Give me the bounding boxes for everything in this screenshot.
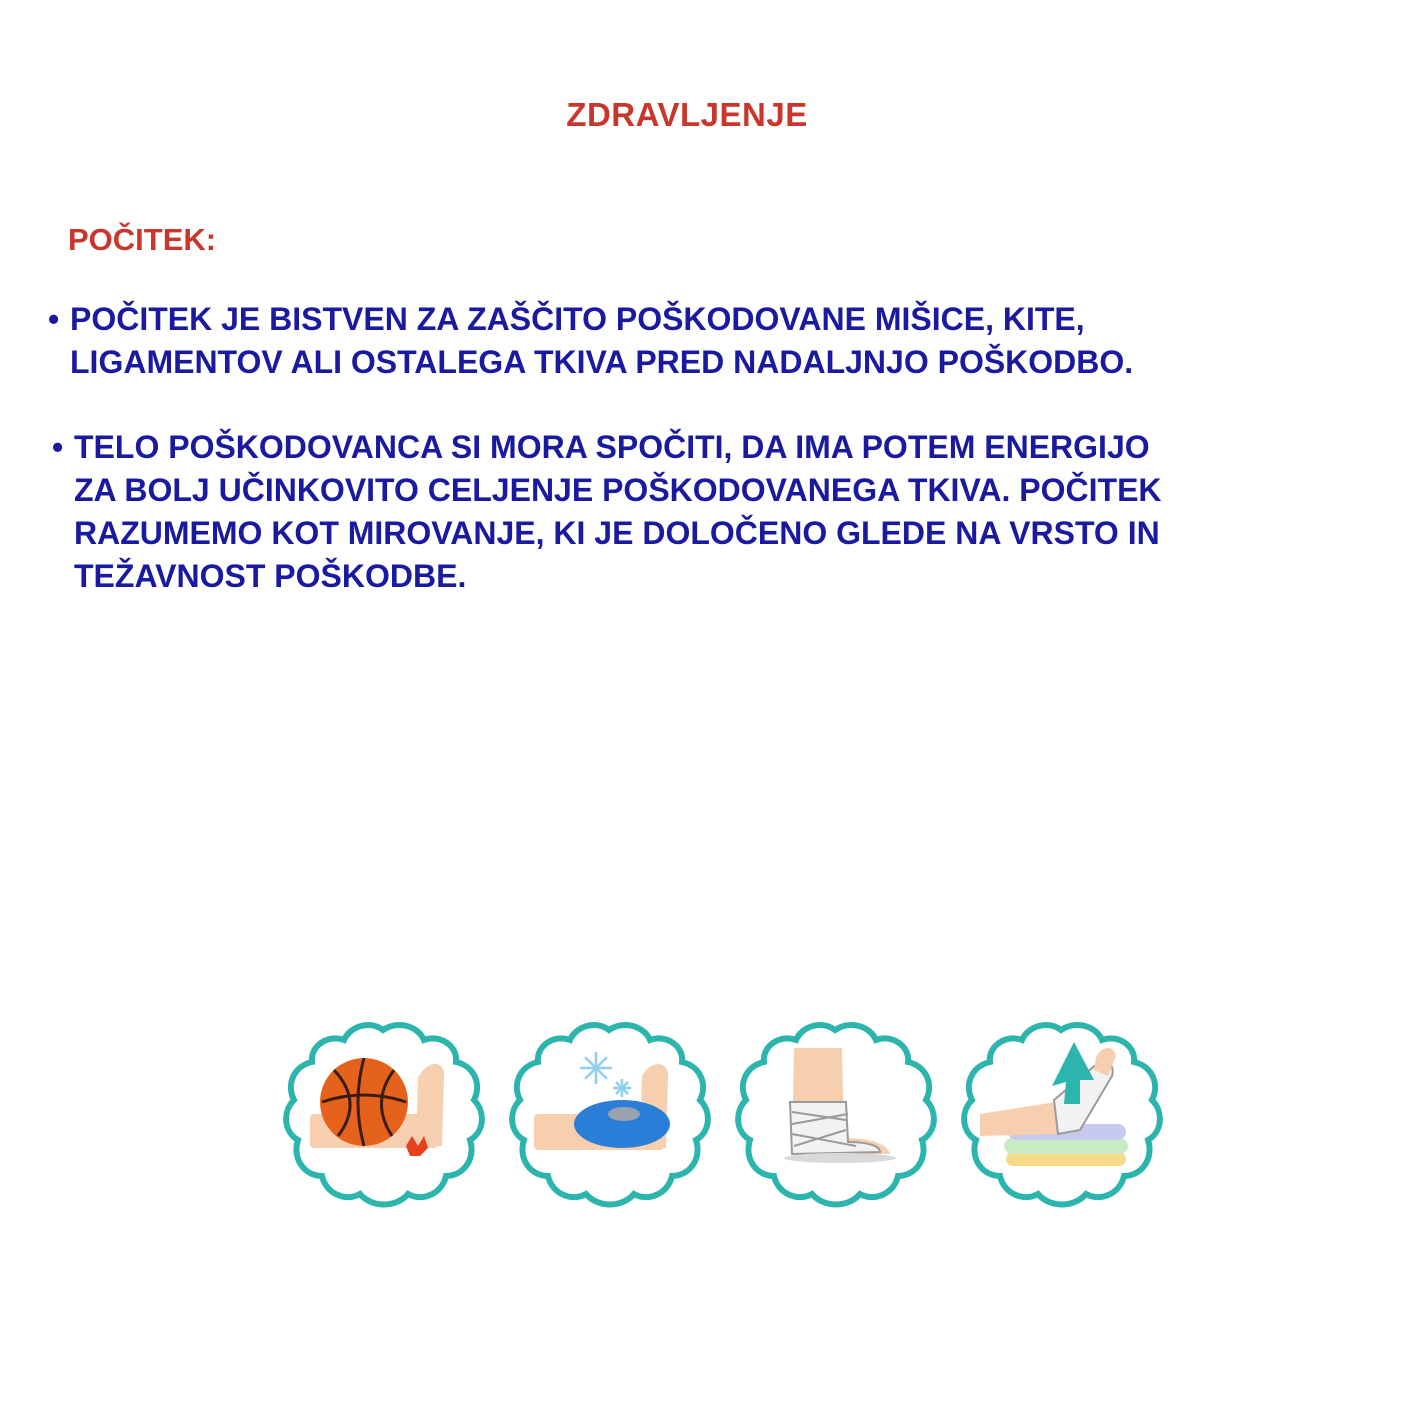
bullet-line: ZA BOLJ UČINKOVITO CELJENJE POŠKODOVANEGA TKIVA. POČITEK bbox=[74, 472, 1162, 508]
bullet-line: LIGAMENTOV ALI OSTALEGA TKIVA PRED NADALJNJO POŠKODBO. bbox=[70, 344, 1134, 380]
bullet-marker: • bbox=[48, 301, 60, 337]
bullet-line: TELO POŠKODOVANCA SI MORA SPOČITI, DA IMA POTEM ENERGIJO bbox=[74, 429, 1150, 465]
bullet-line: TEŽAVNOST POŠKODBE. bbox=[74, 558, 467, 594]
elevation-pillows-icon bbox=[956, 1018, 1166, 1208]
page-title: ZDRAVLJENJE bbox=[566, 96, 808, 133]
ice-pack-icon bbox=[504, 1018, 714, 1208]
bullet-line: RAZUMEMO KOT MIROVANJE, KI JE DOLOČENO GLEDE NA VRSTO IN bbox=[74, 515, 1160, 551]
bullet-marker: • bbox=[52, 429, 64, 465]
section-heading: POČITEK: bbox=[68, 222, 217, 257]
treatment-icons-row bbox=[278, 1018, 1168, 1208]
compression-bandage-icon bbox=[730, 1018, 940, 1208]
bullet-item bbox=[48, 298, 1134, 384]
bullet-item bbox=[52, 426, 1162, 598]
injury-basketball-icon bbox=[278, 1018, 488, 1208]
bullet-line: POČITEK JE BISTVEN ZA ZAŠČITO POŠKODOVANE MIŠICE, KITE, bbox=[70, 301, 1085, 337]
